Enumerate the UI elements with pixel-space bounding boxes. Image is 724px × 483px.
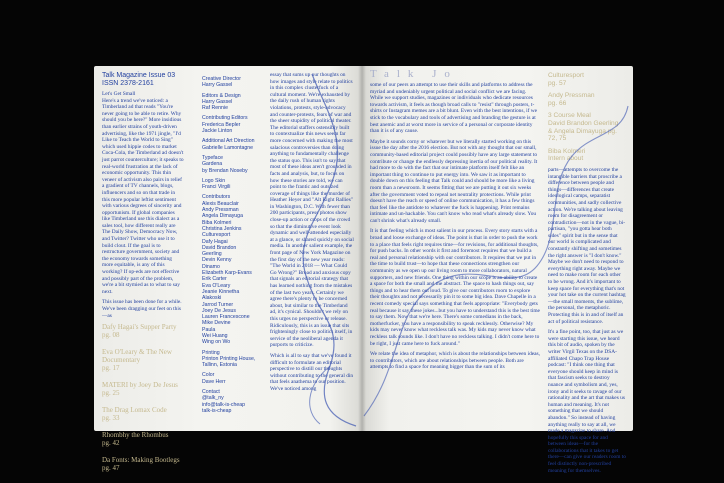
toc-item: The Drag Lomax Code pg. 33: [102, 406, 167, 423]
essay-body-4: Maybe it sounds corny or whatever but we literally started working on this issue the day after the 2016 election. But not with any thought that our small, community-based editorial project could possibly have any large statement to contribute or change the endlessly depressing inertia of our political reality. It had more to do with the fact that our intimate platform itself felt like an important thing to continue to put energy into. We saw it as important to double down on this feeling that Talk could and should be more like a living room than a newsroom. It seems fitting that we are putting it out six weeks after the government voted to repeal net neutrality protections. While print doesn't have the reach or speed of online communication, it has a few things that feel like the antidote to whatever the fuck is happening. Print remains intimate and un-hackable. You can't know who read what's already slow. You can't shrink what's already small.: [370, 138, 538, 224]
issn: ISSN 2378-2161: [102, 80, 154, 87]
intro-heading: Let's Get Small: [102, 91, 136, 97]
essay-body: essay that sums up our thoughts on how images and style relate to politics in this complex clusterfuck of a cultural moment. We're exhausted by the daily rush of human rights violations, protests, style-advocacy and counter-protests, fears of war and the sheer stupidity of political theater. The editorial staffers ostensibly built to contextualize this news seem far more concerned with making the most salacious controversies than doing anything to fundamentally challenge the status quo. This isn't to say that most of these ideas aren't grounded in facts and analysis, but, to focus on how these stories are told, we can point to the frantic and outsized coverage of things like the murder of Heather Heyer and "Alt Right Rallies" in Washington, D.C. With fewer than 200 participants, press photos show close-up action or crops of the crowd so that the diminutive event look dynamic and well-attended especially at a glance, or shared quickly on social media. In another salient example, the front page of New York Magazine on the first day of the new year reads: "The World in 2018 — What Could Go Wrong?" Broad and anxious copy that signals an editorial strategy that has learned nothing from the mistakes of the last two years. Certainly we agree there's plenty to be concerned about, but similar to the Timberland ad, it's cynical. Shouldn't we rely on this urges no perspective or release. Ridiculously, this is an issue that sits frighteningly close to politics itself, in service of the neoliberal agenda it purports to criticize.: [270, 72, 354, 349]
toc-item: 3 Course Meal David Brandon Geerling & Angela Dimayuga pg. 72, 75: [548, 112, 619, 143]
toc-item: Culturesport pg. 57: [548, 72, 584, 87]
credit-block: Contributors Alexis Beauclair Andy Pressman Angela Dimayuga Biba Kolmeri Christina Jenkins Culturesport Dafy Hagai David Brandon Geerling Devin Kenny Dinamo Elizabeth Karp-Evans Erik Carter Eva O'Leary Jeanie Kinnetha Alakoski Jarrod Turner Joey De Jesus Lauren Francescone Mike Devine Paula Wei Huang Wing on Wo: [202, 194, 252, 346]
credit-block: Creative Director Harry Gassel: [202, 76, 241, 89]
essay-body-7: parts—attempts to overcome the intangible barriers that proscribe a difference between people and things—differences that create ideological camps, separatist communities, and sadly collective action. We're talking about leaving room for disagreement or contradiction—not in the vague, bi-partisan, "you gotta hear both sides" spirit but in the sense that our world is complicated and constantly shifting and sometimes the right answer is "I don't know." Maybe we don't need to respond to everything right away. Maybe we need to make room for each other to be wrong. And it's important to keep space for everything that's not your hot take on the current hashtag—the small moments, the sublime, the personal, the metaphoric. Protecting this is in and of itself an act of political resistance.: [548, 166, 626, 325]
credit-block: Logo Skin Franci Virgili: [202, 177, 231, 191]
issue-title: Talk Magazine Issue 03: [102, 72, 176, 79]
intro-body-2: This issue has been done for a while. We've been dragging our feet on this—as: [102, 299, 182, 319]
toc-item: Andy Pressman pg. 66: [548, 92, 595, 107]
ghost-header-text: Talk Jo: [370, 68, 458, 80]
book-gutter-shadow: [358, 66, 366, 431]
essay-body-3: some of our peers an attempt to use their skills and platforms to address the myriad and undeniably urgent political and social conflict we are facing. While we support studies, magazines or individuals who dedicate resources towards activism, it feels as though broad calls to "resist" through posters, t-shirts or Instagram memes are a bit blunt. Even with the best intentions, if we stick to the vocabulary and tools of advertising and branding the gesture is at best anemic and at worst more in service of a personal or corporate identity than it is of any cause.: [370, 82, 538, 135]
essay-body-5: It is that feeling which is most salient in our process. Every story starts with a broad and loose exchange of ideas. The point is that in order to push the work to a place that feels right requires time—for revisions, for additional thoughts, for push backs. In other words it first and foremost requires that we build a real and personal relationship with our contributors. It requires that we put in the time to build trust—to hope that these connections strengthen our community as we open up our living room to more collaborators, natural supporters, and new friends. One thing within our scope is an ability to create a space for both the small and the abstract. The space to hash things out, say things and to hear them out loud. To give our contributors room to explore their thoughts and not necessarily pin it to some big idea. Dave Chapelle in a recent comedy special says something that feels appropriate: "Everybody gets real because it say these jokes...but you have to understand this is the best time to say them. Now that we're here. There's some comedians in the back, motherfucker, you have a responsibility to speak recklessly. Otherwise? My kids may never know what reckless talk was. My kids may never know what reckless talk sounds like. I don't have no reckless talking. I didn't come here to be right, I just came here to fuck around.": [370, 228, 540, 347]
right-page: [362, 66, 633, 474]
credit-block: Color Dave Herr: [202, 372, 226, 385]
credit-block: Contact @talk_ny info@talk-is-cheap talk-is-cheap: [202, 389, 246, 414]
credit-block: Additional Art Direction Gabrielle Lamontagne: [202, 138, 255, 151]
toc-item: Biba Kolmeri Intern about: [548, 147, 586, 163]
hand-drawn-line-graphic: [94, 66, 362, 431]
credit-block: Contributing Editors Frederica Bepler Jackie Linton: [202, 115, 248, 135]
toc-item: Rhombhy the Rhombus pg. 42: [102, 431, 169, 448]
toc-item: Dafy Hagai's Supper Party pg. 08: [102, 323, 177, 340]
magazine-spread: [94, 66, 633, 474]
left-page: [94, 66, 362, 473]
toc-item: Da Fonts: Making Bootlegs pg. 47: [102, 456, 180, 473]
essay-body-8: It's a fine point, too, that just as we were starting this issue, we heard this bit of audio, spoken by the writer Virgil Texas on the DSA-affiliated Chapo Trap House podcast: "I think one thing that everyone should keep in mind is that fascism seeks to destroy nuance and symbolism and, yes, irony and it seeks to ravage of our rationality and the art that makes us human and meaning. It's not something that we should abandon." So instead of having anything really to say at all, we made a magazine to share. And hopefully this space for and between ideas—for the collaborations that it takes to get there—can give our readers room to feel distinctly non-prescribed meaning for themselves.: [548, 329, 626, 474]
toc-item: MATERI by Joey De Jesus pg. 25: [102, 381, 178, 398]
essay-body-6: We relate the idea of metaphor, which is about the relationships between ideas, to contributors, which are about relationships between people. Both are attempts to find a space for meaning bigger than the sum of its: [370, 351, 540, 371]
essay-body-2: Which is all to say that we've found it difficult to formulate an editorial perspective to distill our thoughts without contributing to the general din that feels anathema to our position. We've noticed among: [270, 352, 354, 392]
credit-block: Editors & Design Harry Gassel Raf Rennie: [202, 92, 241, 112]
credit-block: Typeface Gardena by Brendan Noseby: [202, 154, 248, 174]
hand-drawn-line-graphic: [362, 66, 633, 431]
toc-item: Eva O'Leary & The New Documentary pg. 17: [102, 348, 172, 373]
intro-body: Here's a trend we've noticed: a Timberland ad that reads "You're never going to be able to retire. Why should you be here?" More insidious than earlier strains of youth-driven advertising, like the 1971 jingle, "I'd Like to Teach the World to Sing" which used hippie codes to market Coca-Cola, the Timberland ad doesn't just parrot counterculture; it speaks to real-world frustration at the lack of economic opportunity. This thin veneer of activism also pairs in relief a gradient of TV channels, blogs, influencers and so on that trade in this more popular leftist sentiment with various degrees of sincerity and opportunism. If global companies like Timberland use this dialect as a sales tool, how different really are The Daily Show, Democracy Now, and Twitter? Twitter who use it to build clout. If the goal is to restructure government, society and the economy towards something more equitable, is any of this working? If op-eds are not effective and possibly part of the problem, we're a bit stymied as to what to say next.: [102, 97, 184, 295]
credit-block: Printing Printon Printing House, Tallinn, Estonia: [202, 349, 256, 369]
